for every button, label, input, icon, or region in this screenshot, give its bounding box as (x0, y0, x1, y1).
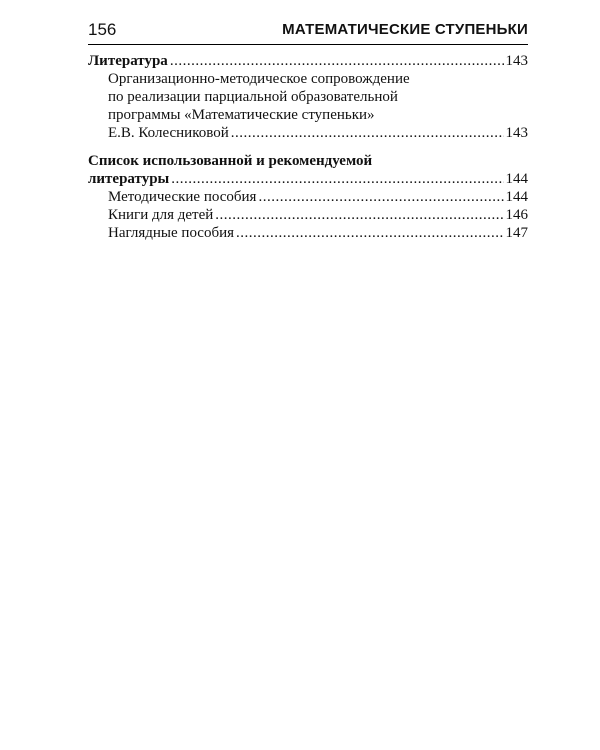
dot-leader (170, 52, 504, 70)
toc-entry-page: 143 (505, 125, 528, 141)
toc-entry-support-line-4 (88, 124, 528, 142)
table-of-contents (88, 52, 528, 242)
toc-entry-title: Е.В. Колесниковой (108, 125, 229, 141)
toc-entry-page: 143 (505, 53, 528, 69)
toc-entry-page: 147 (505, 225, 528, 241)
toc-entry-references-line-2 (88, 170, 528, 188)
toc-entry-references-line-1 (88, 152, 528, 170)
page-number: 156 (88, 20, 117, 39)
dot-leader (236, 224, 503, 242)
dot-leader (258, 188, 503, 206)
toc-entry-title: Книги для детей (108, 207, 214, 223)
dot-leader (171, 170, 503, 188)
toc-entry-support-line-3 (88, 106, 528, 124)
toc-entry-children-books (88, 206, 528, 224)
toc-entry-title: литературы (88, 171, 170, 187)
dot-leader (215, 206, 503, 224)
running-title: МАТЕМАТИЧЕСКИЕ СТУПЕНЬКИ (282, 21, 528, 38)
toc-entry-page: 144 (505, 171, 528, 187)
toc-entry-visual-aids (88, 224, 528, 242)
toc-entry-support-line-1 (88, 70, 528, 88)
toc-entry-title: Список использованной и рекомендуемой (88, 153, 373, 169)
toc-entry-methodical (88, 188, 528, 206)
toc-entry-support-line-2 (88, 88, 528, 106)
page-header (88, 20, 528, 45)
toc-entry-literature (88, 52, 528, 70)
toc-entry-title: по реализации парциальной образовательной (108, 89, 398, 105)
toc-entry-title: Литература (88, 53, 168, 69)
dot-leader (231, 124, 504, 142)
toc-entry-page: 144 (505, 189, 528, 205)
toc-entry-title: программы «Математические ступеньки» (108, 107, 375, 123)
toc-entry-title: Организационно-методическое сопровождение (108, 71, 410, 87)
toc-entry-title: Методические пособия (108, 189, 257, 205)
toc-entry-title: Наглядные пособия (108, 225, 235, 241)
toc-entry-page: 146 (505, 207, 528, 223)
